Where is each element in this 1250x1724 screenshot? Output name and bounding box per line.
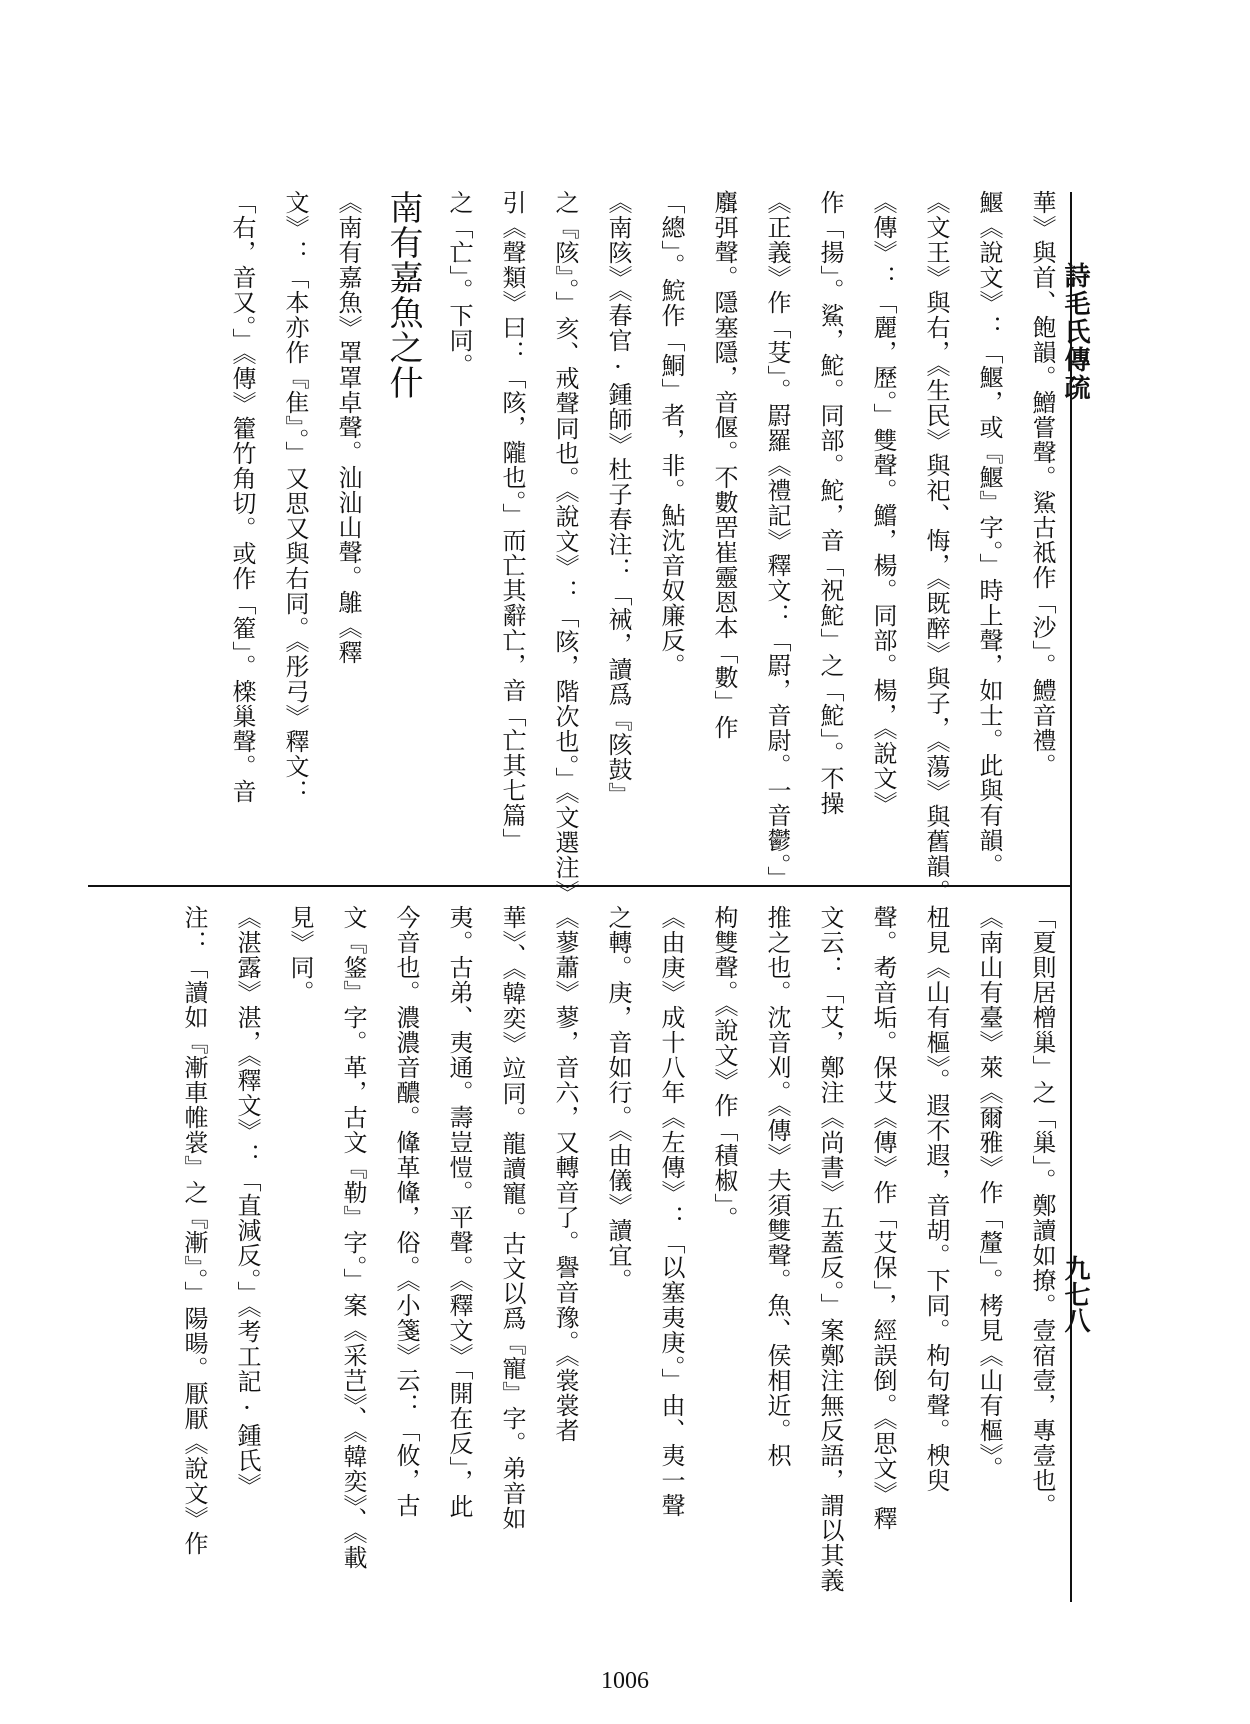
text-column: 夷。古弟、夷通。壽豈愷。平聲。《釋文》「開在反」，此	[445, 905, 473, 1519]
text-column: 華》與首、飽韻。鱛嘗聲。鯊古祗作「沙」。鱧音禮。	[1028, 190, 1056, 778]
text-column: 之轉。庚，音如行。《由儀》讀宜。	[604, 905, 632, 1293]
text-column: 《由庚》成十八年《左傳》：「以塞夷庚。」由、夷一聲	[657, 905, 685, 1518]
text-column: 《正義》作「芟」。罻羅《禮記》釋文：「罻，音尉。一音鬱。」	[763, 190, 791, 891]
running-header-title: 詩毛氏傳疏	[1060, 262, 1090, 402]
text-column: 麛弭聲。隱塞隱，音偃。不數罟崔靈恩本「數」作	[710, 190, 738, 740]
text-column: 《南陔》《春官·鍾師》杜子春注：「祴，讀爲『陔鼓』	[604, 190, 632, 807]
text-column: 「右，音又。」《傳》籗竹角切。或作「篧」。檪巢聲。音	[228, 190, 256, 804]
text-column: 「夏則居橧巢」之「巢」。鄭讀如撩。壹宿壹，專壹也。	[1028, 905, 1056, 1518]
text-column: 見》同。	[286, 905, 314, 1005]
upper-text-register	[83, 190, 1068, 905]
text-column: 《南有嘉魚》罩罩卓聲。汕汕山聲。鵻《釋	[334, 190, 362, 665]
text-column: 《傳》：「麗，歷。」雙聲。鱨，楊。同部。楊，《說文》	[869, 190, 897, 816]
text-column: 杻見《山有樞》。遐不遐，音胡。下同。枸句聲。楰臾	[922, 905, 950, 1493]
text-column: 文云：「艾，鄭注《尚書》五蓋反。」案鄭注無反語，謂以其義	[816, 905, 844, 1593]
text-column: 「總」。鯇作「鮦」者，非。鮎沈音奴廉反。	[657, 190, 685, 678]
text-column: 華》、《韓奕》竝同。龍讀寵。古文以爲『寵』字。弟音如	[498, 905, 526, 1531]
section-heading: 南有嘉魚之什	[383, 190, 423, 400]
text-column: 枸雙聲。《說文》作「積椒」。	[710, 905, 738, 1231]
text-column: 注：「讀如『漸車帷裳』之『漸』。」陽暘。厭厭《說文》作	[180, 905, 208, 1556]
running-header-page-label: 九七八	[1060, 1255, 1090, 1333]
header-divider-rule	[1070, 192, 1072, 1602]
text-column: 《湛露》湛，《釋文》：「直減反。」《考工記·鍾氏》	[233, 905, 261, 1498]
text-column: 文》：「本亦作『隹』。」又思又與右同。《彤弓》釋文：	[281, 190, 309, 804]
text-column: 之「亡」。下同。	[445, 190, 473, 378]
text-column: 之『陔』。」亥、戒聲同也。《說文》：「陔，階次也。」《文選注》	[551, 190, 579, 905]
text-column: 聲。耇音垢。保艾《傳》作「艾保」，經誤倒。《思文》釋	[869, 905, 897, 1531]
lower-text-register	[83, 905, 1068, 1595]
text-column: 《文王》與右，《生民》與祀、悔，《既醉》與子，《蕩》與舊韻。	[922, 190, 950, 904]
text-column: 作「揚」。鯊，鮀。同部。鮀，音「祝鮀」之「鮀」。不操	[816, 190, 844, 816]
text-column: 《南山有臺》萊《爾雅》作「釐」。栲見《山有樞》。	[975, 905, 1003, 1481]
text-column: 推之也。沈音刈。《傳》夫須雙聲。魚、侯相近。枳	[763, 905, 791, 1468]
text-column: 引《聲類》曰：「陔，隴也。」而亡其辭亡，音「亡其七篇」	[498, 190, 526, 853]
text-column: 鰋《說文》：「鰋，或『鰋』字。」時上聲，如士。此與有韻。	[975, 190, 1003, 878]
text-column: 《蓼蕭》蓼，音六，又轉音了。譽音豫。《裳裳者	[551, 905, 579, 1443]
text-column: 今音也。濃濃音醲。鞗革鞗，俗。《小箋》云：「攸，古	[392, 905, 420, 1518]
text-column: 文『鋚』字。革，古文『勒』字。」案《采芑》、《韓奕》、《載	[339, 905, 367, 1570]
page-number: 1006	[601, 1668, 649, 1694]
